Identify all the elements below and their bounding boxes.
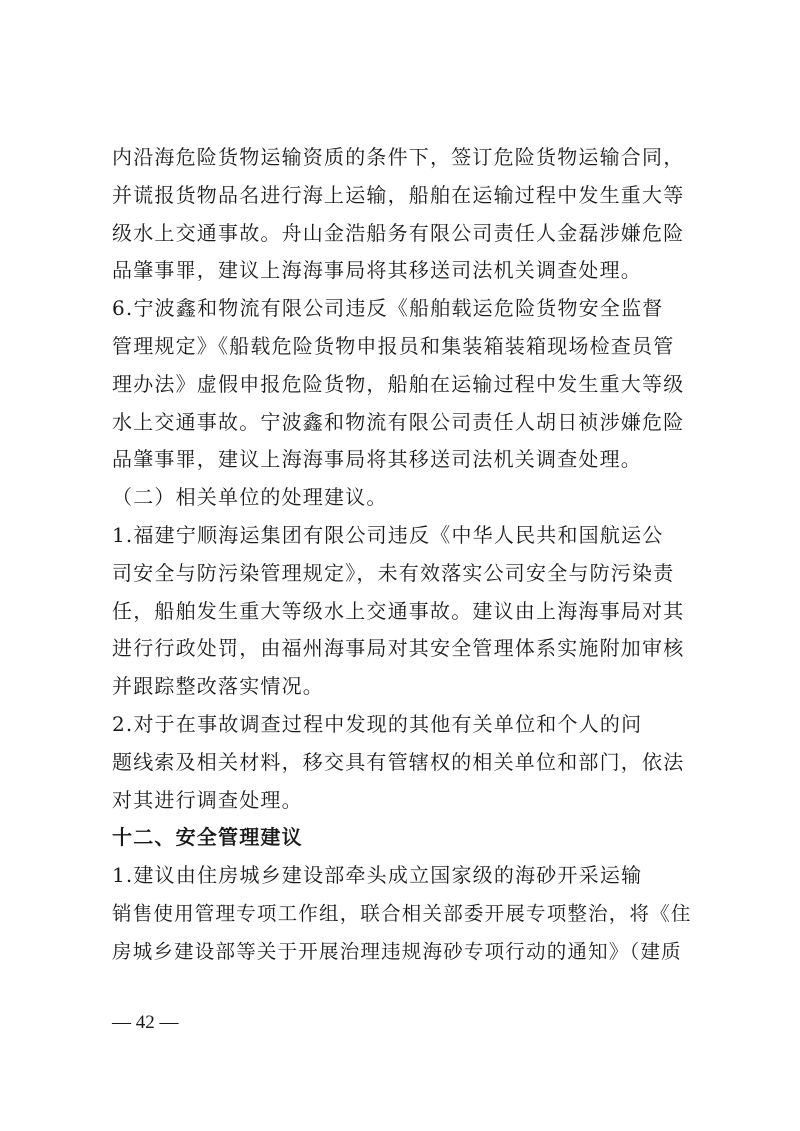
text-line: 销售使用管理专项工作组，联合相关部委开展专项整治，将《住 — [112, 901, 692, 925]
text-line: 6.宁波鑫和物流有限公司违反《船舶载运危险货物安全监督 — [112, 296, 664, 321]
text-line: 司安全与防污染管理规定》，未有效落实公司安全与防污染责 — [112, 560, 675, 585]
body-text — [112, 139, 692, 971]
text-line: 品肇事罪，建议上海海事局将其移送司法机关调查处理。 — [112, 258, 642, 283]
text-line: 1.福建宁顺海运集团有限公司违反《中华人民共和国航运公 — [112, 522, 664, 547]
text-line: 品肇事罪，建议上海海事局将其移送司法机关调查处理。 — [112, 447, 642, 472]
text-line: 房城乡建设部等关于开展治理违规海砂专项行动的通知》（建质 — [112, 939, 682, 963]
subsection-heading: （二）相关单位的处理建议。 — [112, 485, 388, 510]
text-line: 并谎报货物品名进行海上运输，船舶在运输过程中发生重大等 — [112, 182, 685, 207]
text-line: 并跟踪整改落实情况。 — [112, 674, 324, 699]
page-number: — 42 — — [112, 1012, 179, 1033]
section-heading: 十二、安全管理建议 — [112, 825, 303, 850]
text-line: 进行行政处罚，由福州海事局对其安全管理体系实施附加审核 — [112, 636, 685, 661]
text-line: 级水上交通事故。舟山金浩船务有限公司责任人金磊涉嫌危险 — [112, 220, 685, 245]
text-line: 水上交通事故。宁波鑫和物流有限公司责任人胡日祯涉嫌危险 — [112, 409, 685, 434]
text-line: 理办法》虚假申报危险货物，船舶在运输过程中发生重大等级 — [112, 371, 685, 396]
text-line: 1.建议由住房城乡建设部牵头成立国家级的海砂开采运输 — [112, 863, 643, 888]
text-line: 对其进行调查处理。 — [112, 787, 303, 812]
text-line: 内沿海危险货物运输资质的条件下，签订危险货物运输合同， — [112, 145, 685, 169]
text-line: 题线索及相关材料，移交具有管辖权的相关单位和部门，依法 — [112, 749, 685, 774]
text-line: 管理规定》《船载危险货物申报员和集装箱装箱现场检查员管 — [112, 333, 675, 358]
text-line: 任，船舶发生重大等级水上交通事故。建议由上海海事局对其 — [112, 598, 685, 623]
text-line: 2.对于在事故调查过程中发现的其他有关单位和个人的问 — [112, 711, 643, 736]
